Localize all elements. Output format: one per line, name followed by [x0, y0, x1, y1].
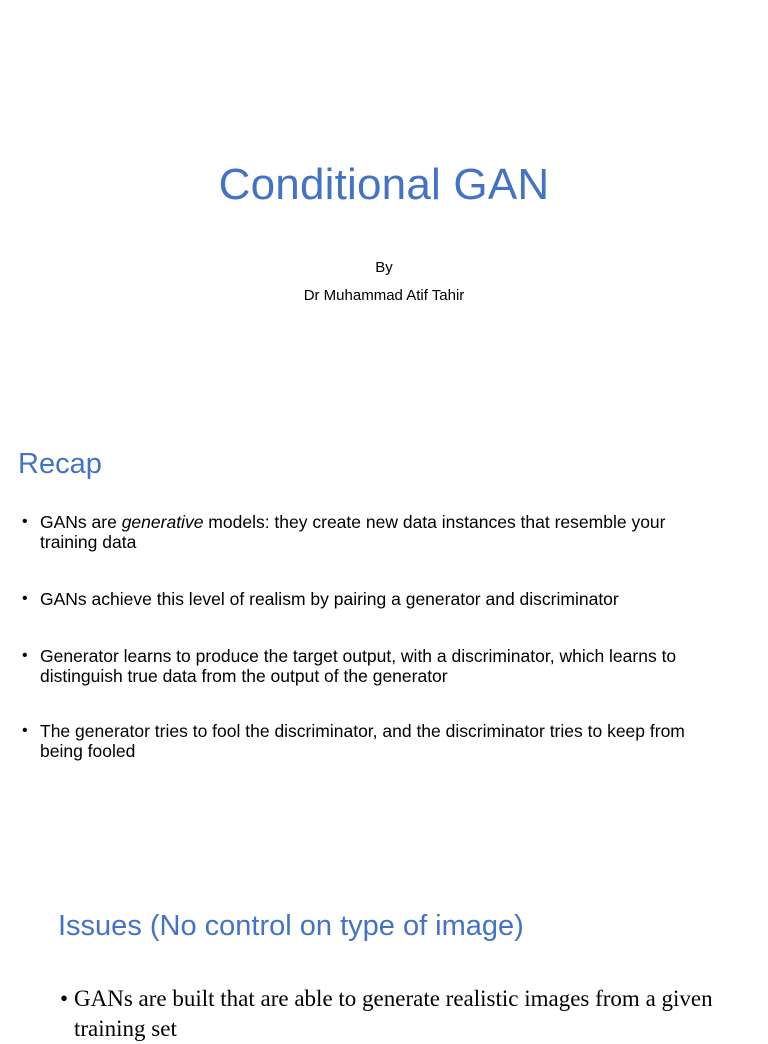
- bullet-glyph: •: [60, 986, 69, 1011]
- bullet-glyph: •: [22, 647, 28, 664]
- bullet-glyph: •: [22, 590, 28, 607]
- recap-slide: [0, 420, 768, 860]
- recap-bullet-4: [22, 721, 722, 761]
- title-slide: [0, 0, 768, 420]
- bullet-glyph: •: [22, 513, 28, 530]
- byline-label: By: [375, 259, 393, 276]
- bullet-text-suffix: models: they create new data instances that resemble your training data: [40, 512, 666, 552]
- recap-bullet-2: [22, 589, 722, 609]
- issues-heading: Issues (No control on type of image): [58, 910, 524, 942]
- bullet-text-prefix: GANs are: [40, 512, 122, 532]
- bullet-glyph: •: [22, 722, 28, 739]
- bullet-text: The generator tries to fool the discriminator, and the discriminator tries to keep from being fooled: [40, 721, 685, 761]
- issues-bullet-1: [60, 984, 750, 1044]
- bullet-text-emphasis: generative: [121, 512, 204, 532]
- bullet-text: Generator learns to produce the target output, with a discriminator, which learns to distinguish true data from the output of the generator: [40, 646, 677, 686]
- author-name: Dr Muhammad Atif Tahir: [303, 287, 465, 304]
- bullet-text: GANs achieve this level of realism by pairing a generator and discriminator: [40, 589, 619, 609]
- bullet-text: GANs are built that are able to generate realistic images from a given training set: [74, 986, 713, 1041]
- recap-bullet-1: [22, 512, 722, 552]
- recap-heading: Recap: [18, 448, 102, 480]
- recap-bullet-3: [22, 646, 722, 686]
- slide-title: Conditional GAN: [218, 160, 550, 209]
